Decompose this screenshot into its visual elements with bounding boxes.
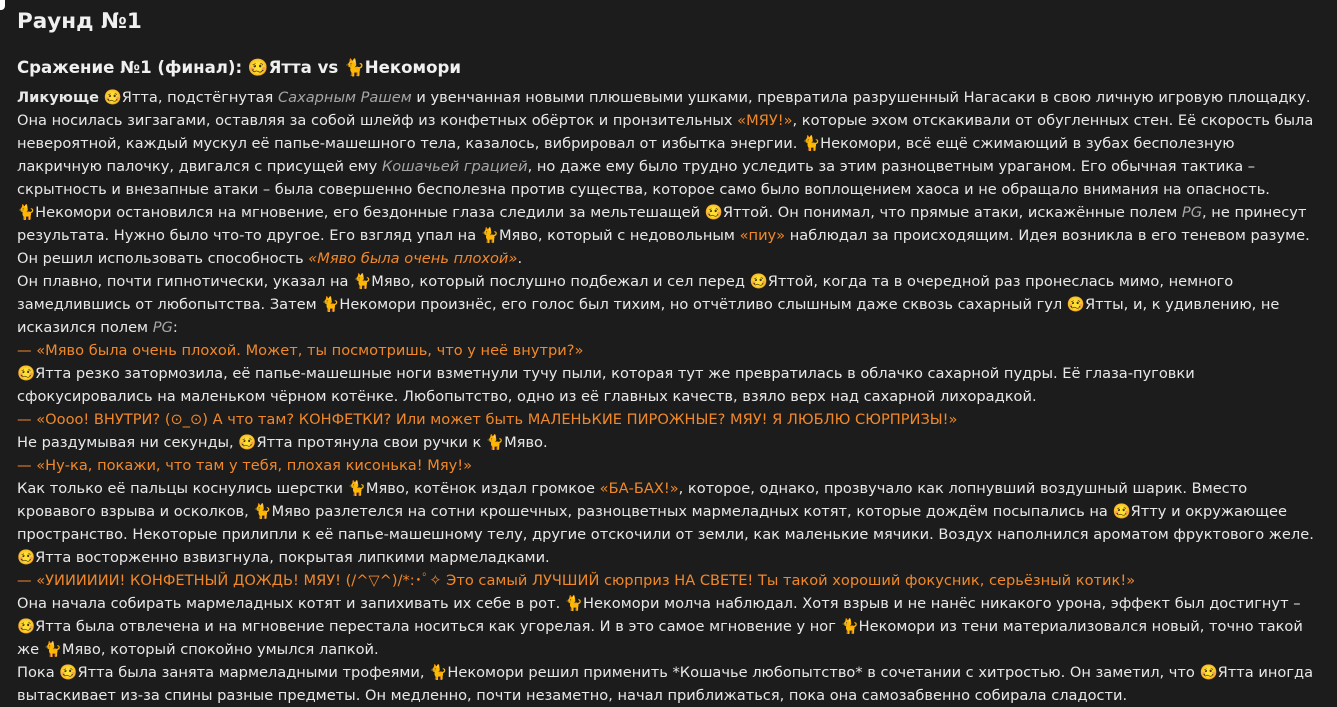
- text-run: Она начала собирать мармеладных котят и запихивать их себе в рот. 🐈Некомори молча наблюдал. Хотя взрыв и не нанёс никакого урона, эффект был достигнут – 🥴Ятта была отвлечена и на мгновение перестала носиться как угорелая. И в это самое мгновение у ног 🐈Некомори из тени материализовался новый, точно такой же 🐈Мяво, который спокойно умылся лапкой.: [17, 595, 1303, 658]
- story-paragraph: [17, 454, 1323, 477]
- text-run: Пока 🥴Ятта была занята мармеладными трофеями, 🐈Некомори решил применить *Кошачье любопытство* в сочетании с хитростью. Он заметил, что 🥴Ятта иногда вытаскивает из-за спины разные предметы. Он медленно, почти незаметно, начал приближаться, пока она самозабвенно собирала сладости.: [17, 664, 1314, 704]
- quote-text: — «Мяво была очень плохой. Может, ты посмотришь, что у неё внутри?»: [17, 342, 584, 359]
- text-run: 🐈Некомори остановился на мгновение, его бездонные глаза следили за мельтешащей 🥴Яттой. Он понимал, что прямые атаки, искажённые полем: [17, 204, 1182, 221]
- text-run: 🥴Ятта восторженно взвизгнула, покрытая липкими мармеладками.: [17, 549, 550, 566]
- text-run: 🥴Ятта резко затормозила, её папье-машешные ноги взметнули тучу пыли, которая тут же превратилась в облачко сахарной пудры. Её глаза-пуговки сфокусировались на маленьком чёрном котёнке. Любопытство, одно из её главных качеств, взяло верх над сахарной лихорадкой.: [17, 365, 1195, 405]
- battle-heading: Сражение №1 (финал): 🥴Ятта vs 🐈Некомори: [17, 58, 461, 77]
- story-paragraph: [17, 408, 1323, 431]
- italic-term: Кошачьей грацией: [381, 158, 528, 175]
- italic-term: PG: [1181, 204, 1203, 221]
- quote-text: «пиу»: [739, 227, 786, 244]
- story-paragraph: [17, 431, 1323, 454]
- story-paragraph: [17, 661, 1323, 707]
- text-run: наблюдал за происходящим. Идея возникла в его теневом разуме. Он решил использовать способность: [17, 227, 1310, 267]
- story-paragraph: [17, 592, 1323, 661]
- italic-term: Сахарным Рашем: [277, 89, 412, 106]
- bold-text: Ликующе: [17, 89, 99, 106]
- quote-text: — «УИИИИИИ! КОНФЕТНЫЙ ДОЖДЬ! МЯУ! (/^▽^)/*:･ﾟ✧ Это самый ЛУЧШИЙ сюрприз НА СВЕТЕ! Ты такой хороший фокусник, серьёзный котик!»: [17, 572, 1136, 589]
- text-run: , не принесут результата. Нужно было что-то другое. Его взгляд упал на 🐈Мяво, который с недовольным: [17, 204, 1307, 244]
- text-run: Не раздумывая ни секунды, 🥴Ятта протянула свои ручки к 🐈Мяво.: [17, 434, 548, 451]
- story-text: [17, 86, 1323, 707]
- story-paragraph: [17, 569, 1323, 592]
- story-paragraph: [17, 201, 1323, 270]
- story-paragraph: [17, 477, 1323, 546]
- text-run: :: [172, 319, 178, 336]
- quote-text: — «Ну-ка, покажи, что там у тебя, плохая кисонька! Мяу!»: [17, 457, 473, 474]
- text-run: , но даже ему было трудно уследить за этим разноцветным ураганом. Его обычная тактика – скрытность и внезапные атаки – была совершенно бесполезна против существа, которое само было воплощением хаоса и не обращало внимания на опасность.: [17, 158, 1270, 198]
- quote-text: — «Оооо! ВНУТРИ? (⊙_⊙) А что там? КОНФЕТКИ? Или может быть МАЛЕНЬКИЕ ПИРОЖНЫЕ? МЯУ! Я ЛЮБЛЮ СЮРПРИЗЫ!»: [17, 411, 958, 428]
- story-paragraph: [17, 339, 1323, 362]
- message-content: [17, 5, 1323, 707]
- story-paragraph: [17, 546, 1323, 569]
- round-heading: Раунд №1: [17, 9, 142, 34]
- text-run: .: [517, 250, 523, 267]
- ability-name: «Мяво была очень плохой»: [308, 250, 518, 267]
- text-run: , которое, однако, прозвучало как лопнувший воздушный шарик. Вместо кровавого взрыва и осколков, 🐈Мяво разлетелся на сотни крошечных, разноцветных мармеладных котят, которые дождём посыпались на 🥴Ятту и окружающее пространство. Некоторые прилипли к её папье-машешному телу, другие отскочили от земли, как маленькие мячики. Воздух наполнился ароматом фруктового желе.: [17, 480, 1314, 543]
- story-paragraph: [17, 86, 1323, 201]
- text-run: 🥴Ятта, подстёгнутая: [98, 89, 278, 106]
- window-corner: [0, 0, 5, 10]
- text-run: Он плавно, почти гипнотически, указал на 🐈Мяво, который послушно подбежал и сел перед 🥴Яттой, когда та в очередной раз пронеслась мимо, немного замедлившись от любопытства. Затем 🐈Некомори произнёс, его голос был тихим, но отчётливо слышным даже сквозь сахарный гул 🥴Ятты, и, к удивлению, не исказился полем: [17, 273, 1280, 336]
- story-paragraph: [17, 270, 1323, 339]
- quote-text: «БА-БАХ!»: [599, 480, 679, 497]
- italic-term: PG: [152, 319, 173, 336]
- story-paragraph: [17, 362, 1323, 408]
- text-run: Как только её пальцы коснулись шерстки 🐈Мяво, котёнок издал громкое: [17, 480, 600, 497]
- text-run: и увенчанная новыми плюшевыми ушками, превратила разрушенный Нагасаки в свою личную игровую площадку. Она носилась зигзагами, оставляя за собой шлейф из конфетных обёрток и пронзительных: [17, 89, 1311, 129]
- quote-text: «МЯУ!»: [737, 112, 793, 129]
- text-run: , которые эхом отскакивали от обугленных стен. Её скорость была невероятной, каждый мускул её папье-машешного тела, казалось, вибрировал от избытка энергии. 🐈Некомори, всё ещё сжимающий в зубах бесполезную лакричную палочку, двигался с присущей ему: [17, 112, 1314, 175]
